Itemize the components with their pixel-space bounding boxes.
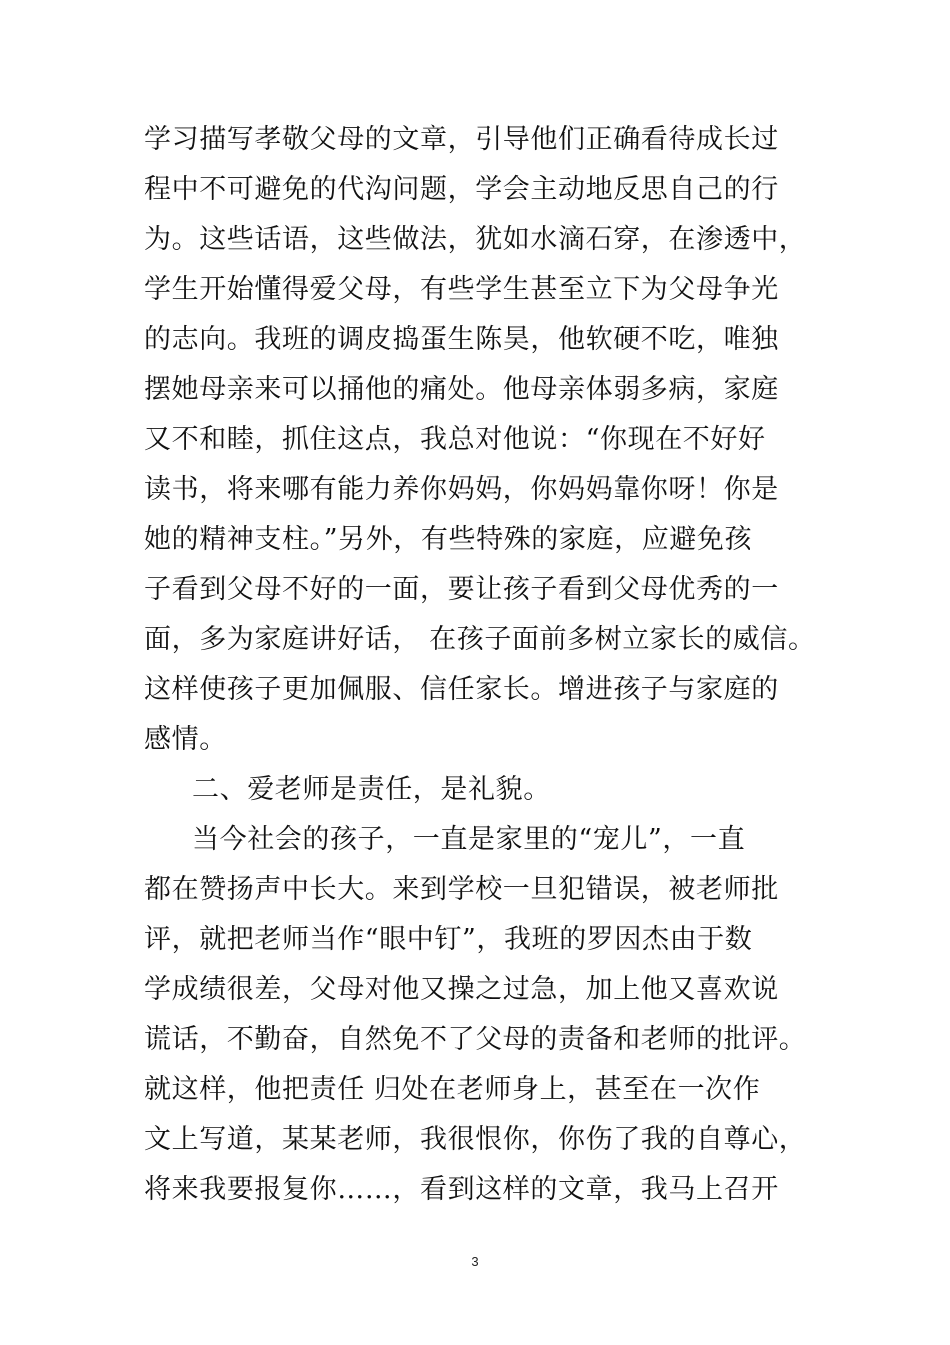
text-line: 文上写道，某某老师，我很恨你，你伤了我的自尊心， [144, 1124, 807, 1155]
text-line: 她的精神支柱。”另外，有些特殊的家庭，应避免孩 [144, 524, 753, 555]
text-line: 面，多为家庭讲好话， 在孩子面前多树立家长的威信。 [144, 624, 816, 655]
text-line: 学成绩很差，父母对他又操之过急，加上他又喜欢说 [144, 974, 779, 1005]
text-line: 摆她母亲来可以捅他的痛处。他母亲体弱多病，家庭 [144, 374, 779, 405]
text-line: 评，就把老师当作“眼中钉”，我班的罗因杰由于数 [144, 924, 753, 955]
text-line: 学生开始懂得爱父母，有些学生甚至立下为父母争光 [144, 274, 779, 305]
text-line: 又不和睦，抓住这点，我总对他说：“你现在不好好 [144, 424, 766, 455]
text-line: 谎话，不勤奋，自然免不了父母的责备和老师的批评。 [144, 1024, 807, 1055]
text-line: 将来我要报复你……，看到这样的文章，我马上召开 [144, 1174, 779, 1205]
text-line: 学习描写孝敬父母的文章，引导他们正确看待成长过 [144, 124, 779, 155]
text-line: 程中不可避免的代沟问题，学会主动地反思自己的行 [144, 174, 779, 205]
paragraph-first-line: 当今社会的孩子，一直是家里的“宠儿”，一直 [192, 824, 746, 855]
text-line: 读书，将来哪有能力养你妈妈，你妈妈靠你呀！你是 [144, 474, 779, 505]
text-line: 的志向。我班的调皮捣蛋生陈昊，他软硬不吃，唯独 [144, 324, 779, 355]
section-heading: 二、爱老师是责任，是礼貌。 [192, 774, 551, 805]
text-line: 子看到父母不好的一面，要让孩子看到父母优秀的一 [144, 574, 779, 605]
text-line: 都在赞扬声中长大。来到学校一旦犯错误，被老师批 [144, 874, 779, 905]
text-line: 感情。 [144, 724, 227, 755]
text-line: 这样使孩子更加佩服、信任家长。增进孩子与家庭的 [144, 674, 779, 705]
text-line: 为。这些话语，这些做法，犹如水滴石穿，在渗透中， [144, 224, 807, 255]
page-number: 3 [471, 1254, 479, 1269]
text-line: 就这样，他把责任 归处在老师身上，甚至在一次作 [144, 1074, 761, 1105]
